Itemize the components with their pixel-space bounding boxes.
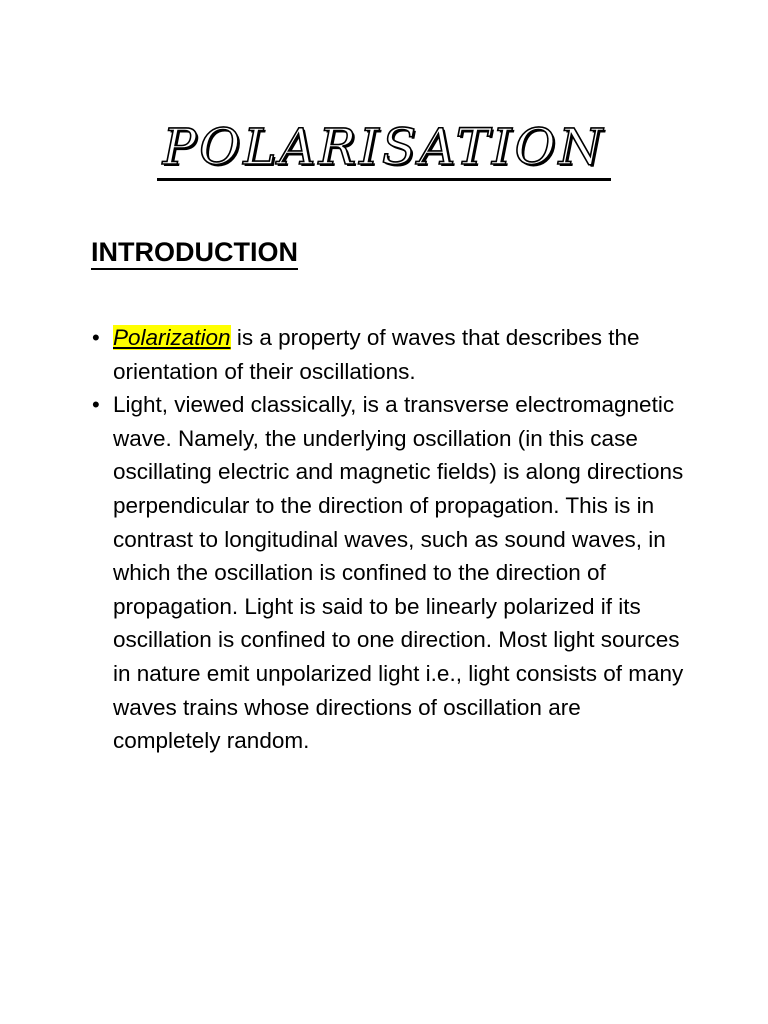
list-item xyxy=(92,388,692,758)
list-item-text: is a property of waves that describes the orientation of their oscillations. xyxy=(113,325,640,384)
title-container xyxy=(0,118,768,181)
bullet-list xyxy=(92,321,692,758)
bullet-icon: • xyxy=(92,392,100,418)
bullet-icon: • xyxy=(92,325,100,350)
section-heading: INTRODUCTION xyxy=(91,236,298,270)
page-title: POLARISATION xyxy=(157,118,612,181)
list-item-text: Light, viewed classically, is a transverse electromagnetic wave. Namely, the underlying oscillation (in this case oscillating electric and magnetic fields) is along directions perpendicular to the direction of propagation. This is in contrast to longitudinal waves, such as sound waves, in which the oscillation is confined to the direction of propagation. Light is said to be linearly polarized if its oscillation is confined to one direction. Most light sources in nature emit unpolarized light i.e., light consists of many waves trains whose directions of oscillation are completely random. xyxy=(113,392,684,754)
list-item xyxy=(92,321,692,388)
highlighted-term: Polarization xyxy=(113,325,231,350)
